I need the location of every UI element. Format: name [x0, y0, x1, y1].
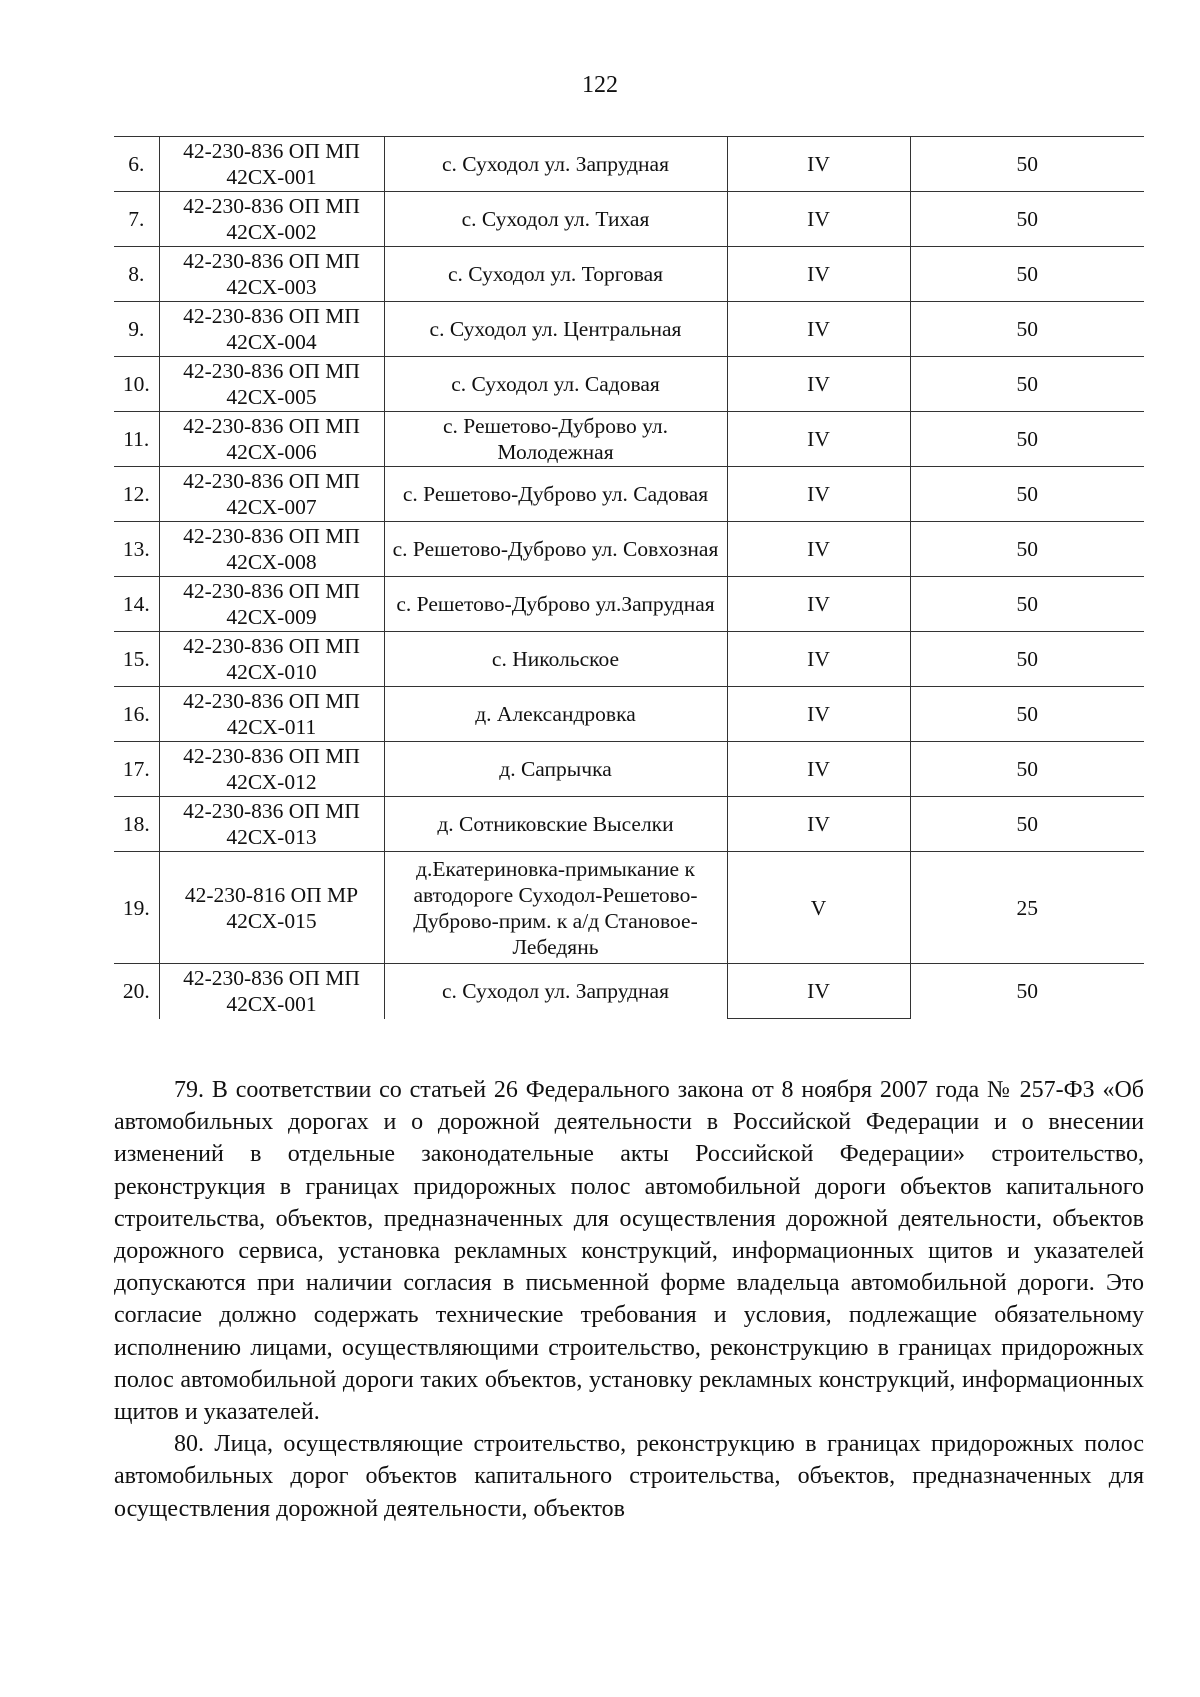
table-row [114, 192, 1144, 247]
road-code [159, 467, 384, 522]
roadside-width: 50 [910, 577, 1144, 632]
roadside-width: 50 [910, 247, 1144, 302]
paragraph-79: 79. В соответствии со статьей 26 Федерального закона от 8 ноября 2007 года № 257-ФЗ «Об автомобильных дорогах и о дорожной деятельности в Российской Федерации и о внесении изменений в отдельные законодательные акты Российской Федерации» строительство, реконструкция в границах придорожных полос автомобильной дороги объектов капитального строительства, объектов, предназначенных для осуществления дорожной деятельности, объектов дорожного сервиса, установка рекламных конструкций, информационных щитов и указателей допускаются при наличии согласия в письменной форме владельца автомобильной дороги. Это согласие должно содержать технические требования и условия, подлежащие обязательному исполнению лицами, осуществляющими строительство, реконструкцию в границах придорожных полос автомобильной дороги таких объектов, установку рекламных конструкций, информационных щитов и указателей. [114, 1077, 1144, 1426]
road-name: д. Сотниковские Выселки [384, 797, 727, 852]
road-code-line-2: 42СХ-001 [226, 992, 317, 1017]
road-code-line-2: 42СХ-001 [226, 165, 317, 189]
row-number: 10. [114, 357, 159, 412]
road-code [159, 687, 384, 742]
roads-table-body [114, 137, 1144, 1019]
road-code [159, 742, 384, 797]
table-row [114, 687, 1144, 742]
road-code-line-2: 42СХ-012 [226, 770, 317, 794]
road-name: с. Суходол ул. Центральная [384, 302, 727, 357]
row-number: 9. [114, 302, 159, 357]
road-code [159, 137, 384, 192]
road-code-line-1: 42-230-836 ОП МП [183, 524, 360, 548]
roadside-width: 50 [910, 357, 1144, 412]
table-row [114, 357, 1144, 412]
road-code [159, 247, 384, 302]
road-category: IV [727, 632, 910, 687]
road-code-line-1: 42-230-836 ОП МП [183, 194, 360, 218]
roadside-width: 50 [910, 687, 1144, 742]
road-name: д.Екатериновка-примыкание к автодороге Суходол-Решетово-Дуброво-прим. к а/д Становое-Лебедянь [384, 852, 727, 964]
road-code-line-2: 42СХ-002 [226, 220, 317, 244]
paragraph-80: 80. Лица, осуществляющие строительство, реконструкцию в границах придорожных полос автомобильных дорог объектов капитального строительства, объектов, предназначенных для осуществления дорожной деятельности, объектов [114, 1431, 1144, 1522]
road-code-line-1: 42-230-836 ОП МП [183, 799, 360, 823]
road-code-line-2: 42СХ-008 [226, 550, 317, 574]
body-text [114, 1074, 1144, 1525]
road-code-line-2: 42СХ-010 [226, 660, 317, 684]
roadside-width: 50 [910, 467, 1144, 522]
row-number: 17. [114, 742, 159, 797]
roadside-width: 50 [910, 964, 1144, 1019]
row-number: 11. [114, 412, 159, 467]
road-code-line-2: 42СХ-013 [226, 825, 317, 849]
road-code [159, 852, 384, 964]
road-code-line-2: 42СХ-005 [226, 385, 317, 409]
road-code-line-2: 42СХ-015 [226, 908, 317, 933]
road-code-line-1: 42-230-836 ОП МП [183, 249, 360, 273]
road-code [159, 577, 384, 632]
road-code [159, 522, 384, 577]
table-row [114, 797, 1144, 852]
road-category: IV [727, 964, 910, 1019]
road-name: с. Никольское [384, 632, 727, 687]
road-category: IV [727, 192, 910, 247]
road-name: с. Суходол ул. Запрудная [384, 964, 727, 1019]
road-code-line-2: 42СХ-004 [226, 330, 317, 354]
roadside-width: 50 [910, 632, 1144, 687]
road-code-line-2: 42СХ-011 [226, 715, 317, 739]
roadside-width: 50 [910, 192, 1144, 247]
road-code [159, 412, 384, 467]
road-code-line-1: 42-230-836 ОП МП [183, 579, 360, 603]
roadside-width: 25 [910, 852, 1144, 964]
road-name: с. Решетово-Дуброво ул. Молодежная [384, 412, 727, 467]
table-row [114, 964, 1144, 1019]
table-row [114, 742, 1144, 797]
road-name: с. Решетово-Дуброво ул. Совхозная [384, 522, 727, 577]
table-row [114, 247, 1144, 302]
road-category: IV [727, 522, 910, 577]
road-code [159, 192, 384, 247]
road-code-line-1: 42-230-836 ОП МП [183, 634, 360, 658]
roadside-width: 50 [910, 742, 1144, 797]
row-number: 12. [114, 467, 159, 522]
table-row [114, 467, 1144, 522]
road-name: с. Суходол ул. Торговая [384, 247, 727, 302]
table-row [114, 577, 1144, 632]
row-number: 19. [114, 852, 159, 964]
road-category: IV [727, 467, 910, 522]
row-number: 20. [114, 964, 159, 1019]
road-name: с. Суходол ул. Запрудная [384, 137, 727, 192]
roadside-width: 50 [910, 797, 1144, 852]
road-code [159, 797, 384, 852]
roadside-width: 50 [910, 137, 1144, 192]
road-category: IV [727, 687, 910, 742]
roadside-width: 50 [910, 302, 1144, 357]
road-name: с. Суходол ул. Тихая [384, 192, 727, 247]
road-code-line-1: 42-230-836 ОП МП [183, 139, 360, 163]
table-row [114, 137, 1144, 192]
roads-table [114, 136, 1144, 1019]
road-code [159, 964, 384, 1019]
road-category: V [727, 852, 910, 964]
table-row [114, 522, 1144, 577]
road-category: IV [727, 357, 910, 412]
page-number: 122 [582, 72, 618, 98]
table-row [114, 632, 1144, 687]
road-category: IV [727, 797, 910, 852]
road-category: IV [727, 742, 910, 797]
table-row [114, 852, 1144, 964]
road-code-line-2: 42СХ-003 [226, 275, 317, 299]
road-code-line-1: 42-230-836 ОП МП [183, 304, 360, 328]
table-row [114, 412, 1144, 467]
road-name: д. Александровка [384, 687, 727, 742]
row-number: 18. [114, 797, 159, 852]
row-number: 7. [114, 192, 159, 247]
road-code [159, 357, 384, 412]
row-number: 14. [114, 577, 159, 632]
row-number: 16. [114, 687, 159, 742]
road-category: IV [727, 302, 910, 357]
road-code-line-2: 42СХ-009 [226, 605, 317, 629]
road-code-line-1: 42-230-816 ОП МР [184, 882, 359, 907]
row-number: 15. [114, 632, 159, 687]
row-number: 13. [114, 522, 159, 577]
road-code-line-1: 42-230-836 ОП МП [183, 744, 360, 768]
road-code-line-1: 42-230-836 ОП МП [183, 359, 360, 383]
road-category: IV [727, 577, 910, 632]
roadside-width: 50 [910, 412, 1144, 467]
road-name: д. Сапрычка [384, 742, 727, 797]
road-code-line-1: 42-230-836 ОП МП [183, 966, 360, 991]
table-row [114, 302, 1144, 357]
road-code [159, 632, 384, 687]
road-name: с. Решетово-Дуброво ул. Садовая [384, 467, 727, 522]
road-code-line-1: 42-230-836 ОП МП [183, 689, 360, 713]
road-code-line-2: 42СХ-007 [226, 495, 317, 519]
road-code-line-1: 42-230-836 ОП МП [183, 469, 360, 493]
road-name: с. Решетово-Дуброво ул.Запрудная [384, 577, 727, 632]
road-category: IV [727, 137, 910, 192]
road-code-line-2: 42СХ-006 [226, 440, 317, 464]
road-category: IV [727, 412, 910, 467]
road-name: с. Суходол ул. Садовая [384, 357, 727, 412]
road-code [159, 302, 384, 357]
row-number: 6. [114, 137, 159, 192]
road-category: IV [727, 247, 910, 302]
road-code-line-1: 42-230-836 ОП МП [183, 414, 360, 438]
roadside-width: 50 [910, 522, 1144, 577]
row-number: 8. [114, 247, 159, 302]
